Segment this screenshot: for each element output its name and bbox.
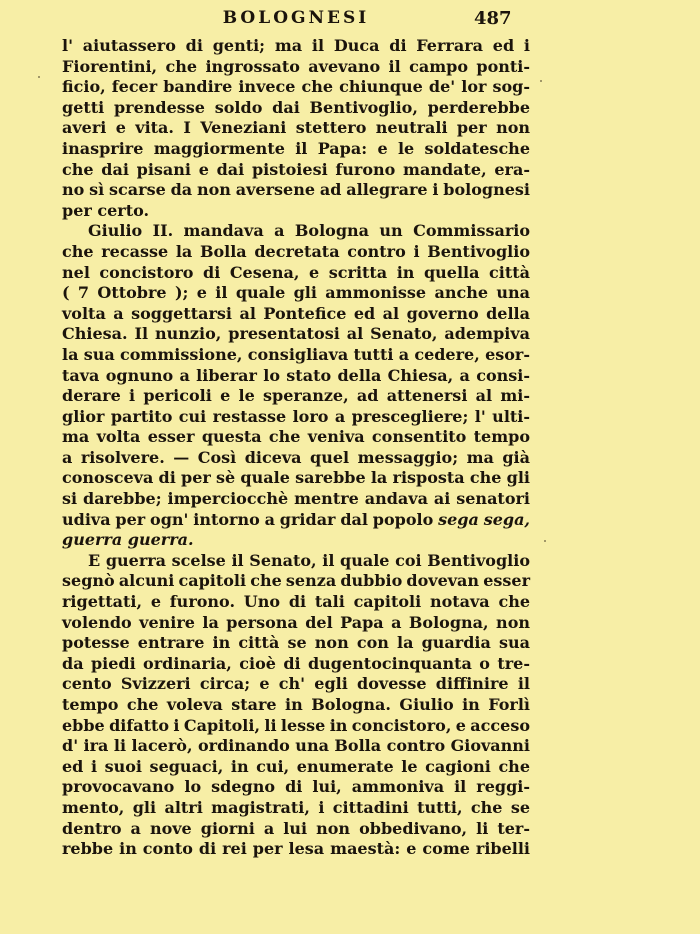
text-line: ma volta esser questa che veniva consentito tempo	[62, 427, 530, 447]
text-line: mento, gli altri magistrati, i cittadini tutti, che se	[62, 797, 530, 817]
text-line: provocavano lo sdegno di lui, ammoniva il reggi-	[62, 777, 530, 797]
text-line: glior partito cui restasse loro a prescegliere; l' ulti-	[62, 406, 530, 426]
text-line: che dai pisani e dai pistoiesi furono mandate, era-	[62, 159, 530, 179]
text-line: volta a soggettarsi al Pontefice ed al governo della	[62, 303, 530, 323]
text-line: Chiesa. Il nunzio, presentatosi al Senato, adempiva	[62, 324, 530, 344]
running-title: BOLOGNESI	[222, 8, 370, 28]
text-line: conosceva di per sè quale sarebbe la risposta che gli	[62, 468, 530, 488]
text-line: ed i suoi seguaci, in cui, enumerate le cagioni che	[62, 756, 530, 776]
paper-speck	[544, 540, 546, 542]
text-line: inasprire maggiormente il Papa: e le soldatesche	[62, 138, 530, 158]
text-line: averi e vita. I Veneziani stettero neutrali per non	[62, 118, 530, 138]
italic-line: guerra guerra.	[62, 530, 194, 550]
body-text	[62, 36, 530, 860]
text-line: volendo venire la persona del Papa a Bologna, non	[62, 612, 530, 632]
text-line: Fiorentini, che ingrossato avevano il campo ponti-	[62, 56, 530, 76]
text-line: l' aiutassero di genti; ma il Duca di Ferrara ed i	[62, 36, 530, 55]
text-line: no sì scarse da non aversene ad allegrare i bolognesi	[62, 180, 530, 200]
text-line: d' ira li lacerò, ordinando una Bolla contro Giovanni	[62, 736, 530, 756]
text-line: rigettati, e furono. Uno di tali capitoli notava che	[62, 592, 530, 612]
paper-speck	[540, 80, 542, 82]
page-number: 487	[474, 8, 512, 29]
text-segment: udiva per ogn' intorno a gridar dal popolo	[62, 509, 434, 529]
text-line: tempo che voleva stare in Bologna. Giulio in Forlì	[62, 695, 530, 714]
text-line: Giulio II. mandava a Bologna un Commissario	[88, 221, 530, 241]
italic-cry: sega sega,	[438, 509, 530, 529]
text-line: ficio, fecer bandire invece che chiunque de' lor sog-	[62, 77, 530, 97]
text-line-with-italic	[62, 510, 530, 531]
text-line: tava ognuno a liberar lo stato della Chiesa, a consi-	[62, 365, 530, 385]
text-line: cento Svizzeri circa; e ch' egli dovesse diffinire il	[62, 674, 530, 694]
text-line: che recasse la Bolla decretata contro i Bentivoglio	[62, 241, 530, 261]
text-line: segnò alcuni capitoli che senza dubbio dovevan esser	[62, 571, 530, 591]
text-line: derare i pericoli e le speranze, ad attenersi al mi-	[62, 386, 530, 406]
text-line: potesse entrare in città se non con la guardia sua	[62, 633, 530, 653]
text-line: rebbe in conto di rei per lesa maestà: e come ribelli	[62, 839, 530, 859]
text-line: getti prendesse soldo dai Bentivoglio, perderebbe	[62, 97, 530, 117]
text-line: dentro a nove giorni a lui non obbedivano, li ter-	[62, 818, 530, 838]
paper-speck	[38, 76, 40, 78]
text-line: ebbe difatto i Capitoli, li lesse in concistoro, e acceso	[62, 715, 530, 735]
text-line: da piedi ordinaria, cioè di dugentocinquanta o tre-	[62, 653, 530, 673]
text-line: a risolvere. — Così diceva quel messaggio; ma già	[62, 447, 530, 467]
text-line: E guerra scelse il Senato, il quale coi Bentivoglio	[88, 550, 530, 570]
text-line: nel concistoro di Cesena, e scritta in quella città	[62, 262, 530, 282]
text-line: ( 7 Ottobre ); e il quale gli ammonisse anche una	[62, 283, 530, 303]
text-line: si darebbe; imperciocchè mentre andava ai senatori	[62, 489, 530, 509]
text-line: la sua commissione, consigliava tutti a cedere, esor-	[62, 344, 530, 364]
text-line: per certo.	[62, 200, 150, 220]
